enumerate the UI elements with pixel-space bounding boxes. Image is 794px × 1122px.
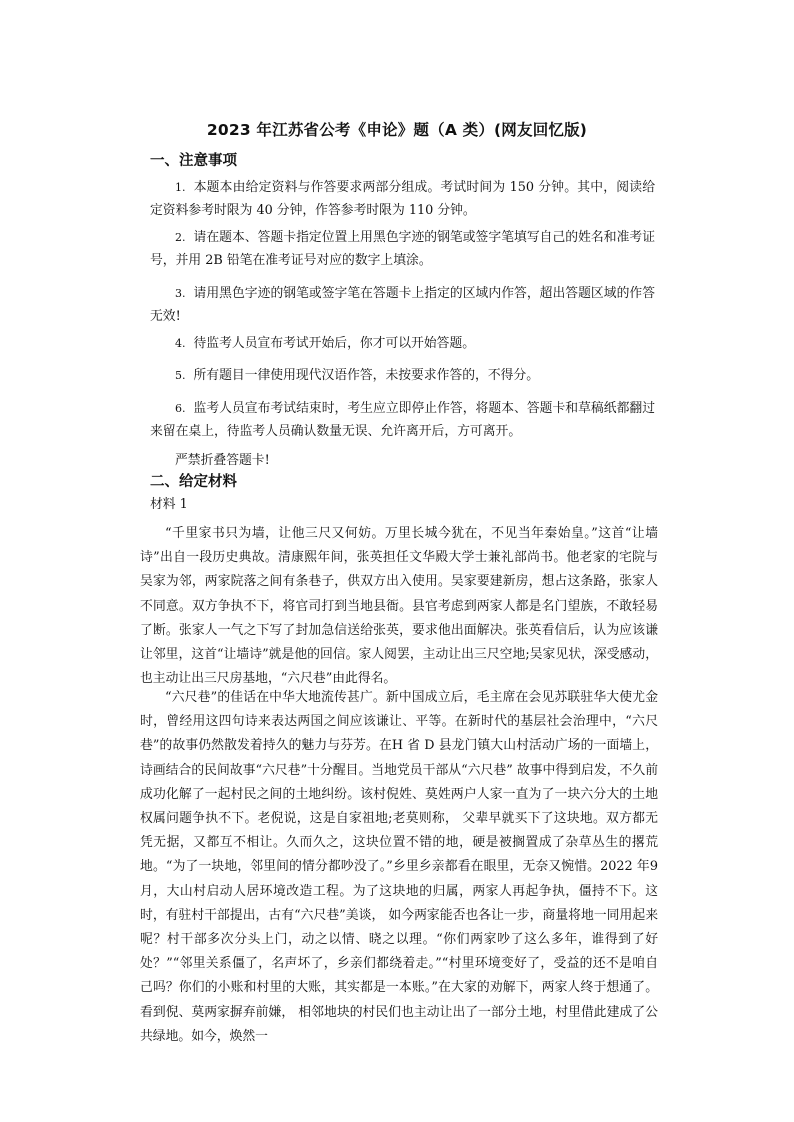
notice-item-number: 6. bbox=[175, 402, 186, 415]
notice-item-6 bbox=[150, 397, 655, 443]
notice-item-text: 请用黑色字迹的钢笔或签字笔在答题卡上指定的区域内作答，超出答题区域的作答无效! bbox=[150, 286, 655, 324]
material-paragraph-1: “千里家书只为墙，让他三尺又何妨。万里长城今犹在，不见当年秦始皇。”这首“让墙诗”出自一段历史典故。清康熙年间，张英担任文华殿大学士兼礼部尚书。他老家的宅院与吴家为邻，两家院落之间有条巷子，供双方出入使用。吴家要建新房，想占这条路，张家人不同意。双方争执不下，将官司打到当地县衙。县官考虑到两家人都是名门望族，不敢轻易了断。张家人一气之下写了封加急信送给张英，要求他出面解决。张英看信后，认为应该谦让邻里，这首“让墙诗”就是他的回信。家人阅罢，主动让出三尺空地;吴家见状，深受感动，也主动让出三尺房基地，“六尺巷”由此得名。 bbox=[140, 526, 658, 687]
notice-item-2 bbox=[150, 226, 655, 272]
document-title: 2023 年江苏省公考《申论》题（A 类）(网友回忆版) bbox=[206, 121, 588, 139]
material-paragraph-2: “六尺巷”的佳话在中华大地流传甚广。新中国成立后，毛主席在会见苏联驻华大使尤金时，曾经用这四句诗来表达两国之间应该谦让、平等。在新时代的基层社会治理中，“六尺巷”的故事仍然散发着持久的魅力与芬芳。在H 省 D 县龙门镇大山村活动广场的一面墙上，诗画结合的民间故事“六尺巷”十分醒目。当地党员干部从“六尺巷” 故事中得到启发，不久前成功化解了一起村民之间的土地纠纷。该村倪姓、莫姓两户人家一直为了一块六分大的土地权属问题争执不下。老倪说，这是自家祖地;老莫则称， 父辈早就买下了这块地。双方都无凭无据，又都互不相让。久而久之，这块位置不错的地，硬是被搁置成了杂草丛生的撂荒地。“为了一块地，邻里间的情分都吵没了。”乡里乡亲都看在眼里，无奈又惋惜。2022 年9 月，大山村启动人居环境改造工程。为了这块地的归属，两家人再起争执，僵持不下。这时，有驻村干部提出，古有“六尺巷”美谈， 如今两家能否也各让一步，商量将地一同用起来呢？村干部多次分头上门，动之以情、晓之以理。“你们两家吵了这么多年，谁得到了好处？”“邻里关系僵了，名声坏了，乡亲们都绕着走。”“村里环境变好了，受益的还不是咱自己吗？你们的小账和村里的大账，其实都是一本账。”在大家的劝解下，两家人终于想通了。看到倪、莫两家摒弃前嫌， 相邻地块的村民们也主动让出了一部分土地，村里借此建成了公共绿地。如今，焕然一 bbox=[140, 690, 658, 1044]
fold-warning: 严禁折叠答题卡! bbox=[175, 453, 270, 468]
notice-item-text: 本题本由给定资料与作答要求两部分组成。考试时间为 150 分钟。其中，阅读给定资料参考时限为 40 分钟，作答参考时限为 110 分钟。 bbox=[150, 180, 655, 218]
notice-item-text: 监考人员宣布考试结束时，考生应立即停止作答，将题本、答题卡和草稿纸都翻过来留在桌上，待监考人员确认数量无误、允许离开后，方可离开。 bbox=[150, 401, 655, 439]
section-heading-materials: 二、给定材料 bbox=[150, 474, 237, 490]
notice-item-text: 所有题目一律使用现代汉语作答，未按要求作答的，不得分。 bbox=[193, 368, 540, 383]
notice-item-5 bbox=[150, 364, 655, 387]
notice-item-number: 3. bbox=[175, 287, 186, 300]
notice-item-number: 1. bbox=[175, 181, 186, 194]
notice-item-number: 2. bbox=[175, 231, 186, 244]
notice-item-number: 5. bbox=[175, 369, 186, 382]
section-heading-notice: 一、注意事项 bbox=[150, 153, 237, 169]
notice-item-1 bbox=[150, 176, 655, 222]
notice-item-text: 待监考人员宣布考试开始后，你才可以开始答题。 bbox=[193, 336, 476, 351]
material-label: 材料 1 bbox=[150, 497, 188, 512]
notice-item-4 bbox=[150, 332, 655, 355]
notice-item-3 bbox=[150, 282, 655, 328]
notice-item-text: 请在题本、答题卡指定位置上用黑色字迹的钢笔或签字笔填写自己的姓名和准考证号，并用 2B 铅笔在准考证号对应的数字上填涂。 bbox=[150, 230, 655, 268]
notice-item-number: 4. bbox=[175, 337, 186, 350]
